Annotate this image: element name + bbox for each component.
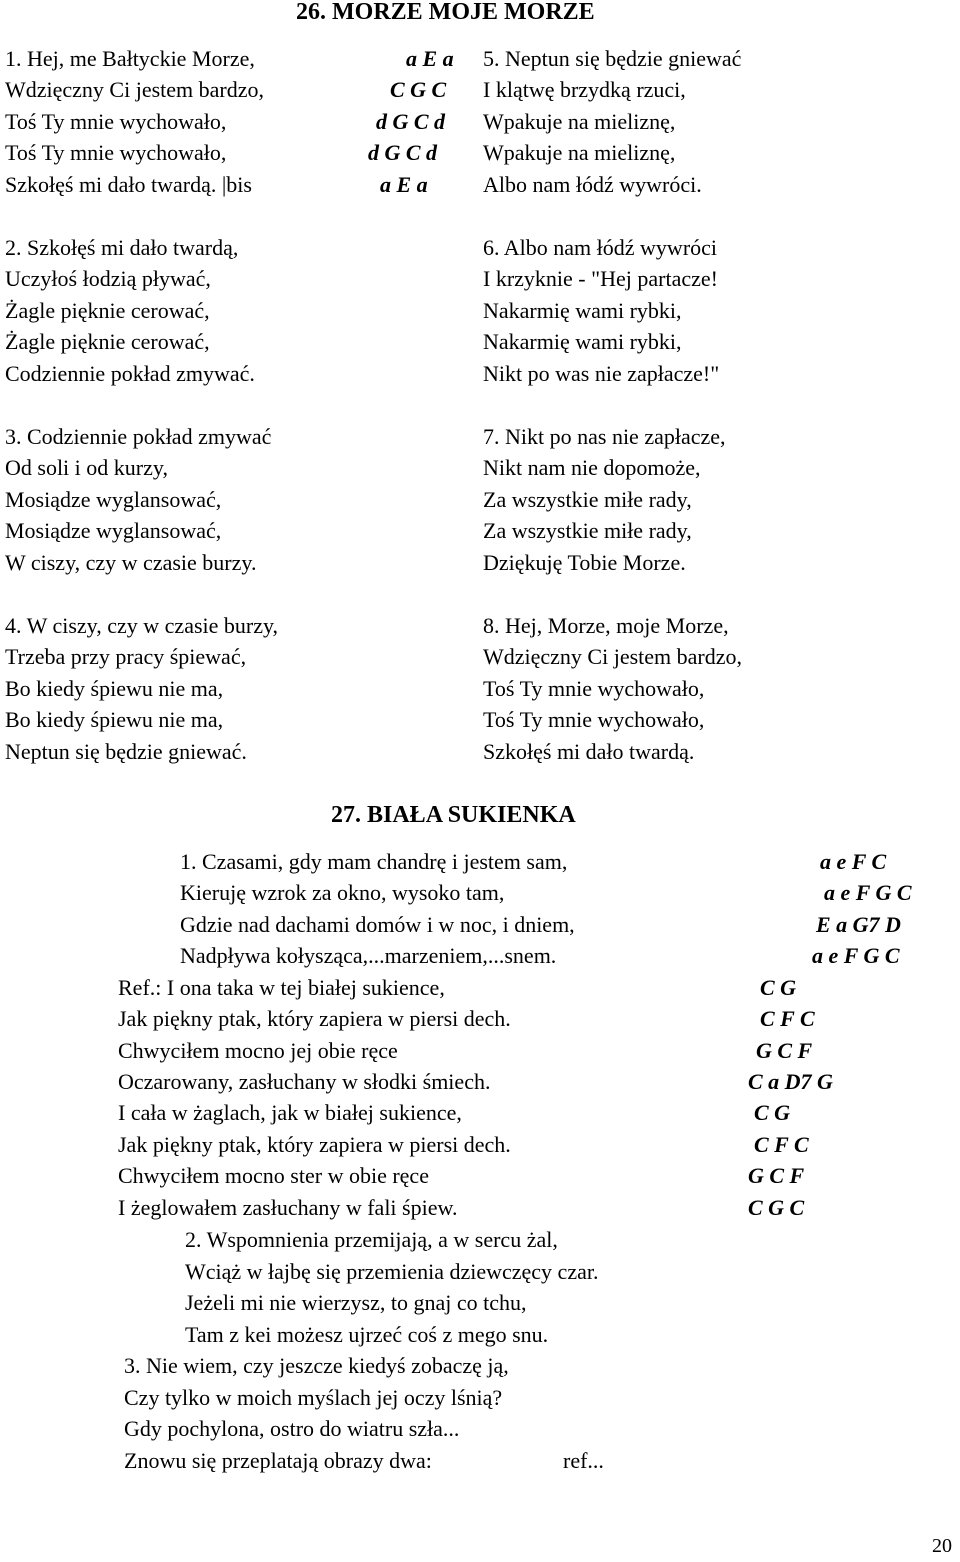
lyric-line: Szkołęś mi dało twardą. xyxy=(483,739,695,764)
lyric-line: Nakarmię wami rybki, xyxy=(483,329,682,354)
refrain-marker: ref... xyxy=(563,1448,604,1473)
lyric-line: Neptun się będzie gniewać. xyxy=(5,739,247,764)
lyric-line: Dziękuję Tobie Morze. xyxy=(483,550,686,575)
lyric-line: Jak piękny ptak, który zapiera w piersi dech. xyxy=(118,1006,511,1031)
lyric-line: Ref.: I ona taka w tej białej sukience, xyxy=(118,975,445,1000)
lyric-line: Codziennie pokład zmywać. xyxy=(5,361,255,386)
chord-label: G C F xyxy=(748,1163,805,1188)
lyric-line: Trzeba przy pracy śpiewać, xyxy=(5,644,247,669)
lyric-line: Toś Ty mnie wychowało, xyxy=(483,676,705,701)
chord-label: C G C xyxy=(748,1195,805,1220)
chord-label: d G C d xyxy=(368,140,438,165)
chord-label: d G C d xyxy=(376,109,446,134)
lyric-line: Kieruję wzrok za okno, wysoko tam, xyxy=(180,880,505,905)
lyric-line: Toś Ty mnie wychowało, xyxy=(5,109,227,134)
lyric-line: Jak piękny ptak, który zapiera w piersi dech. xyxy=(118,1132,511,1157)
chord-label: a E a xyxy=(406,46,454,71)
lyric-line: 2. Szkołęś mi dało twardą, xyxy=(5,235,239,260)
song-title: 26. MORZE MOJE MORZE xyxy=(296,0,595,25)
lyric-line: Oczarowany, zasłuchany w słodki śmiech. xyxy=(118,1069,491,1094)
lyric-line: Znowu się przeplatają obrazy dwa: xyxy=(124,1448,432,1473)
chord-label: a E a xyxy=(380,172,428,197)
song-title: 27. BIAŁA SUKIENKA xyxy=(331,802,576,828)
chord-label: a e F C xyxy=(820,849,887,874)
lyric-line: Chwyciłem mocno ster w obie ręce xyxy=(118,1163,429,1188)
lyric-line: Od soli i od kurzy, xyxy=(5,455,168,480)
chord-label: C F C xyxy=(754,1132,809,1157)
chord-label: C G xyxy=(760,975,797,1000)
lyric-line: Toś Ty mnie wychowało, xyxy=(5,140,227,165)
chord-label: C F C xyxy=(760,1006,815,1031)
lyric-line: Żagle pięknie cerować, xyxy=(5,298,210,323)
lyric-line: Mosiądze wyglansować, xyxy=(5,487,222,512)
lyric-line: Tam z kei możesz ujrzeć coś z mego snu. xyxy=(185,1322,549,1347)
lyric-line: Za wszystkie miłe rady, xyxy=(483,518,692,543)
lyric-line: Mosiądze wyglansować, xyxy=(5,518,222,543)
lyric-line: Czy tylko w moich myślach jej oczy lśnią? xyxy=(124,1385,503,1410)
lyric-line: 1. Hej, me Bałtyckie Morze, xyxy=(5,46,255,71)
lyric-line: Jeżeli mi nie wierzysz, to gnaj co tchu, xyxy=(185,1290,527,1315)
chord-label: C G xyxy=(754,1100,791,1125)
lyric-line: Nakarmię wami rybki, xyxy=(483,298,682,323)
lyric-line: 4. W ciszy, czy w czasie burzy, xyxy=(5,613,279,638)
page-number: 20 xyxy=(932,1535,952,1557)
chord-label: G C F xyxy=(756,1038,813,1063)
lyric-line: W ciszy, czy w czasie burzy. xyxy=(5,550,257,575)
lyric-line: Za wszystkie miłe rady, xyxy=(483,487,692,512)
lyric-line: 2. Wspomnienia przemijają, a w sercu żal, xyxy=(185,1227,558,1252)
lyric-line: Wdzięczny Ci jestem bardzo, xyxy=(483,644,743,669)
lyric-line: Wpakuje na mieliznę, xyxy=(483,140,676,165)
lyric-line: 5. Neptun się będzie gniewać xyxy=(483,46,742,71)
lyric-line: 3. Codziennie pokład zmywać xyxy=(5,424,272,449)
chord-label: C G C xyxy=(390,77,447,102)
lyric-line: Wpakuje na mieliznę, xyxy=(483,109,676,134)
lyric-line: Nikt po was nie zapłacze!" xyxy=(483,361,720,386)
lyric-line: 7. Nikt po nas nie zapłacze, xyxy=(483,424,726,449)
lyric-line: Nikt nam nie dopomoże, xyxy=(483,455,701,480)
lyric-line: Gdzie nad dachami domów i w noc, i dniem, xyxy=(180,912,575,937)
chord-label: a e F G C xyxy=(824,880,912,905)
lyric-line: 6. Albo nam łódź wywróci xyxy=(483,235,718,260)
lyric-line: I żeglowałem zasłuchany w fali śpiew. xyxy=(118,1195,458,1220)
lyric-line: 8. Hej, Morze, moje Morze, xyxy=(483,613,729,638)
lyric-line: Bo kiedy śpiewu nie ma, xyxy=(5,707,224,732)
chord-label: C a D7 G xyxy=(748,1069,833,1094)
chord-label: E a G7 D xyxy=(816,912,901,937)
lyric-line: Szkołęś mi dało twardą. |bis xyxy=(5,172,252,197)
lyric-line: Żagle pięknie cerować, xyxy=(5,329,210,354)
chord-label: a e F G C xyxy=(812,943,900,968)
lyric-line: Toś Ty mnie wychowało, xyxy=(483,707,705,732)
lyric-line: I cała w żaglach, jak w białej sukience, xyxy=(118,1100,462,1125)
lyric-line: Uczyłoś łodzią pływać, xyxy=(5,266,211,291)
lyric-line: Albo nam łódź wywróci. xyxy=(483,172,702,197)
lyric-line: 3. Nie wiem, czy jeszcze kiedyś zobaczę ją, xyxy=(124,1353,509,1378)
lyric-line: Wdzięczny Ci jestem bardzo, xyxy=(5,77,265,102)
lyric-line: I klątwę brzydką rzuci, xyxy=(483,77,686,102)
lyric-line: Gdy pochylona, ostro do wiatru szła... xyxy=(124,1416,460,1441)
lyric-line: 1. Czasami, gdy mam chandrę i jestem sam, xyxy=(180,849,568,874)
lyric-line: Bo kiedy śpiewu nie ma, xyxy=(5,676,224,701)
lyric-line: Nadpływa kołysząca,...marzeniem,...snem. xyxy=(180,943,557,968)
lyric-line: I krzyknie - "Hej partacze! xyxy=(483,266,718,291)
lyric-line: Chwyciłem mocno jej obie ręce xyxy=(118,1038,398,1063)
lyric-line: Wciąż w łajbę się przemienia dziewczęcy czar. xyxy=(185,1259,599,1284)
